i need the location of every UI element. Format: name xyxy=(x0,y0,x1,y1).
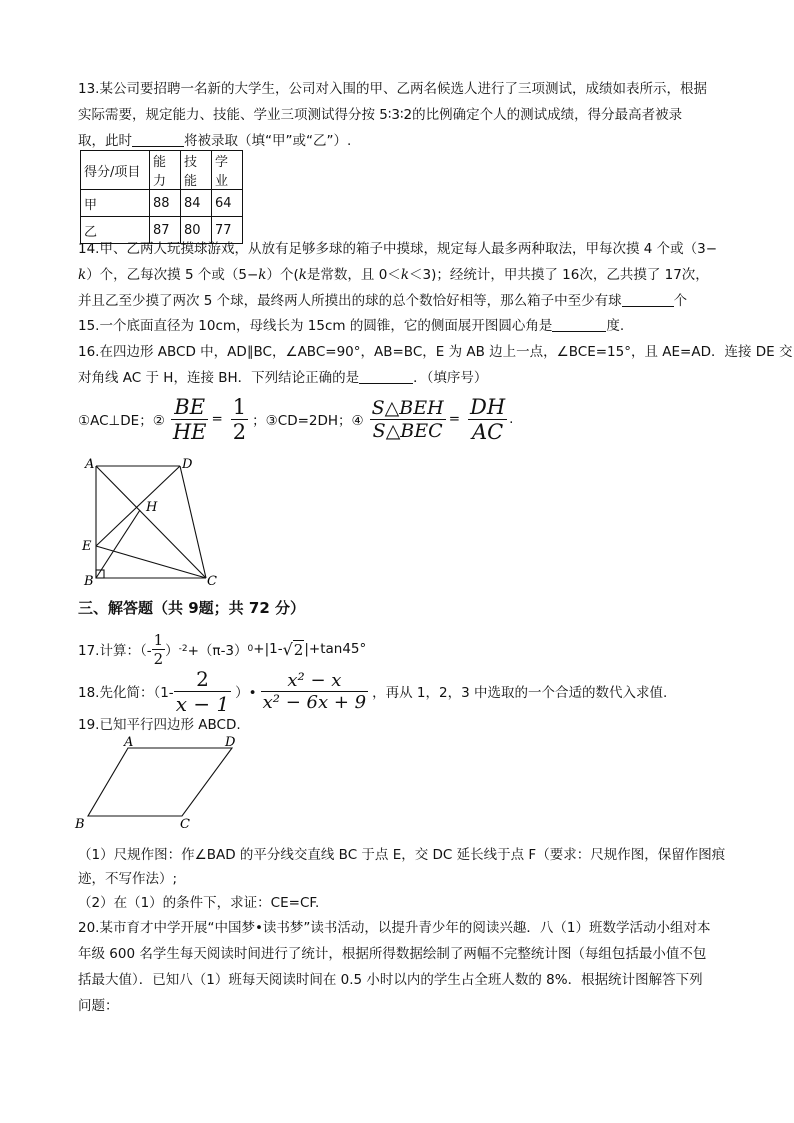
q16-line2 xyxy=(78,365,718,391)
fraction-denominator: 2 xyxy=(153,649,164,668)
q17-fraction-one-half xyxy=(152,631,166,668)
q17-close-paren: ） xyxy=(165,643,179,659)
equals-sign: = xyxy=(448,411,460,427)
q14-line3-start: 并且乙至少摸了两次 5 个球，最终两人所摸出的球的总个数恰好相等，那么箱子中至少有球 xyxy=(78,293,622,309)
fraction-numerator: 1 xyxy=(153,630,164,649)
q14-k-var: k xyxy=(258,267,267,283)
q15-text-start: 15.一个底面直径为 10cm，母线长为 15cm 的圆锥，它的侧面展开图圆心角是 xyxy=(78,318,553,334)
table-cell: 乙 xyxy=(81,217,150,244)
q17-exponent: 0 xyxy=(247,644,254,654)
q14-answer-blank[interactable] xyxy=(622,291,674,307)
table-header-cell: 学业 xyxy=(212,151,243,190)
table-cell: 87 xyxy=(150,217,181,244)
q17-abs-start: +|1- xyxy=(253,641,283,657)
table-row xyxy=(81,190,243,217)
q20-line4: 问题： xyxy=(78,998,119,1014)
q18-fraction-polynomial xyxy=(261,670,368,713)
table-cell: 80 xyxy=(181,217,212,244)
q14-text: 是常数，且 0＜ xyxy=(306,267,401,283)
sqrt-sign-icon: √ xyxy=(282,639,293,659)
q19-part2: （2）在（1）的条件下，求证：CE=CF. xyxy=(78,895,320,911)
label-c: C xyxy=(180,817,190,832)
q16-options xyxy=(78,394,718,444)
q14-k-var: k xyxy=(400,267,409,283)
q14-text: ）个( xyxy=(266,267,299,283)
fraction-numerator: 2 xyxy=(174,667,231,692)
fraction-denominator: x − 1 xyxy=(175,691,230,716)
table-header-cell: 得分/项目 xyxy=(81,151,150,190)
fraction-numerator: 1 xyxy=(232,394,247,419)
label-a: A xyxy=(85,457,95,472)
q13-line3-start: 取，此时 xyxy=(78,133,132,149)
diagonal-ac xyxy=(96,466,206,578)
parallelogram-abcd xyxy=(88,748,232,816)
label-b: B xyxy=(75,817,85,832)
q17-start: 17.计算：（- xyxy=(78,643,152,659)
table-cell: 64 xyxy=(212,190,243,217)
q18-fraction-2-over-x-minus-1 xyxy=(174,667,231,716)
table-cell: 88 xyxy=(150,190,181,217)
q14-text: ＜3)；经统计，甲共摸了 16次，乙共摸了 17次， xyxy=(409,267,709,283)
q15-line xyxy=(78,313,718,339)
fraction-numerator: S△BEH xyxy=(371,396,444,419)
q13-score-table xyxy=(80,150,243,244)
segment-de xyxy=(96,466,180,546)
q13-line1: 13.某公司要招聘一名新的大学生，公司对入围的甲、乙两名候选人进行了三项测试，成绩如表所示，根据 xyxy=(78,81,707,97)
q18-line xyxy=(78,668,718,714)
fraction-numerator: BE xyxy=(171,395,209,420)
table-header-cell: 技能 xyxy=(181,151,212,190)
q19-part1-line2: 迹，不写作法）; xyxy=(78,871,178,887)
q14-text: ）个，乙每次摸 5 个或（5− xyxy=(86,267,259,283)
q16-quadrilateral-figure xyxy=(78,452,228,592)
period: . xyxy=(509,411,514,427)
q18-start: 18.先化简：（1- xyxy=(78,685,174,701)
q16-option-3-4: ；③CD=2DH；④ xyxy=(252,413,364,429)
q20-line1: 20.某市育才中学开展“中国梦•读书梦”读书活动，以提升青少年的阅读兴趣．八（1）班数学活动小组对本 xyxy=(78,920,711,936)
q14-line3-end: 个 xyxy=(673,293,688,309)
table-cell: 84 xyxy=(181,190,212,217)
segment-ec xyxy=(96,546,206,578)
fraction-denominator: 2 xyxy=(232,419,247,444)
q14-line1: 14.甲、乙两人玩摸球游戏，从放有足够多球的箱子中摸球，规定每人最多两种取法，甲每次摸 4 个或（3− xyxy=(78,241,718,257)
label-b: B xyxy=(84,574,94,589)
q16-fraction-be-he xyxy=(171,395,209,444)
label-d: D xyxy=(225,736,236,750)
fraction-numerator: x² − x xyxy=(261,670,368,692)
q13-line3-end: 将被录取（填“甲”或“乙”）. xyxy=(184,133,352,149)
q13-line2: 实际需要，规定能力、技能、学业三项测试得分按 5∶3∶2的比例确定个人的测试成绩，得分最高者被录 xyxy=(78,107,683,123)
q18-end: ，再从 1，2，3 中选取的一个合适的数代入求值. xyxy=(372,685,668,701)
fraction-denominator: x² − 6x + 9 xyxy=(262,691,367,713)
fraction-numerator: DH xyxy=(470,394,506,419)
q16-fraction-dh-ac xyxy=(468,395,507,444)
q19-parallelogram-figure xyxy=(70,736,250,836)
q14-k-var: k xyxy=(298,267,307,283)
q17-end: |+tan45° xyxy=(304,641,367,657)
label-a: A xyxy=(124,736,134,750)
q16-fraction-area-ratio xyxy=(370,397,446,442)
table-header-cell: 能力 xyxy=(150,151,181,190)
table-cell: 77 xyxy=(212,217,243,244)
q14-line2 xyxy=(78,262,718,288)
q16-fraction-one-half xyxy=(231,395,248,444)
q14-line3 xyxy=(78,288,718,314)
table-header-row xyxy=(81,151,243,190)
fraction-denominator: S△BEC xyxy=(372,419,443,442)
q16-answer-blank[interactable] xyxy=(359,368,413,384)
q16-line1: 16.在四边形 ABCD 中，AD∥BC，∠ABC=90°，AB=BC，E 为 AB 边上一点，∠BCE=15°，且 AE=AD．连接 DE 交 xyxy=(78,344,793,360)
q14-k-var: k xyxy=(78,267,87,283)
label-h: H xyxy=(146,500,158,515)
q17-pi-term: +（π-3） xyxy=(187,643,248,659)
q16-line2-end: ．（填序号） xyxy=(413,370,488,386)
section-3-heading: 三、解答题（共 9题；共 72 分） xyxy=(78,599,305,617)
q17-sqrt-radicand: 2 xyxy=(293,640,304,659)
q18-dot: ）• xyxy=(235,685,257,701)
q20-line3: 括最大值）．已知八（1）班每天阅读时间在 0.5 小时以内的学生占全班人数的 8%．根据统计图解答下列 xyxy=(78,972,703,988)
label-e: E xyxy=(82,539,92,554)
q19-part1-line1: （1）尺规作图：作∠BAD 的平分线交直线 BC 于点 E，交 DC 延长线于点 F（要求：尺规作图，保留作图痕 xyxy=(78,847,726,863)
fraction-denominator: HE xyxy=(172,419,207,444)
equals-sign: = xyxy=(211,411,223,427)
label-c: C xyxy=(207,574,217,589)
q16-line2-start: 对角线 AC 于 H，连接 BH．下列结论正确的是 xyxy=(78,370,360,386)
q19-title: 19.已知平行四边形 ABCD. xyxy=(78,717,241,733)
q17-exponent: -2 xyxy=(178,644,188,654)
label-d: D xyxy=(182,457,193,472)
fraction-denominator: AC xyxy=(471,419,504,444)
segment-bh xyxy=(96,510,140,578)
segment-dc xyxy=(180,466,206,578)
q17-line xyxy=(78,630,718,668)
q15-answer-blank[interactable] xyxy=(552,316,606,332)
table-cell: 甲 xyxy=(81,190,150,217)
q15-text-end: 度. xyxy=(606,318,625,334)
q16-option-1-2: ①AC⊥DE；② xyxy=(78,413,165,429)
q20-line2: 年级 600 名学生每天阅读时间进行了统计，根据所得数据绘制了两幅不完整统计图（每组包括最小值不包 xyxy=(78,946,707,962)
q13-answer-blank[interactable] xyxy=(132,131,184,147)
